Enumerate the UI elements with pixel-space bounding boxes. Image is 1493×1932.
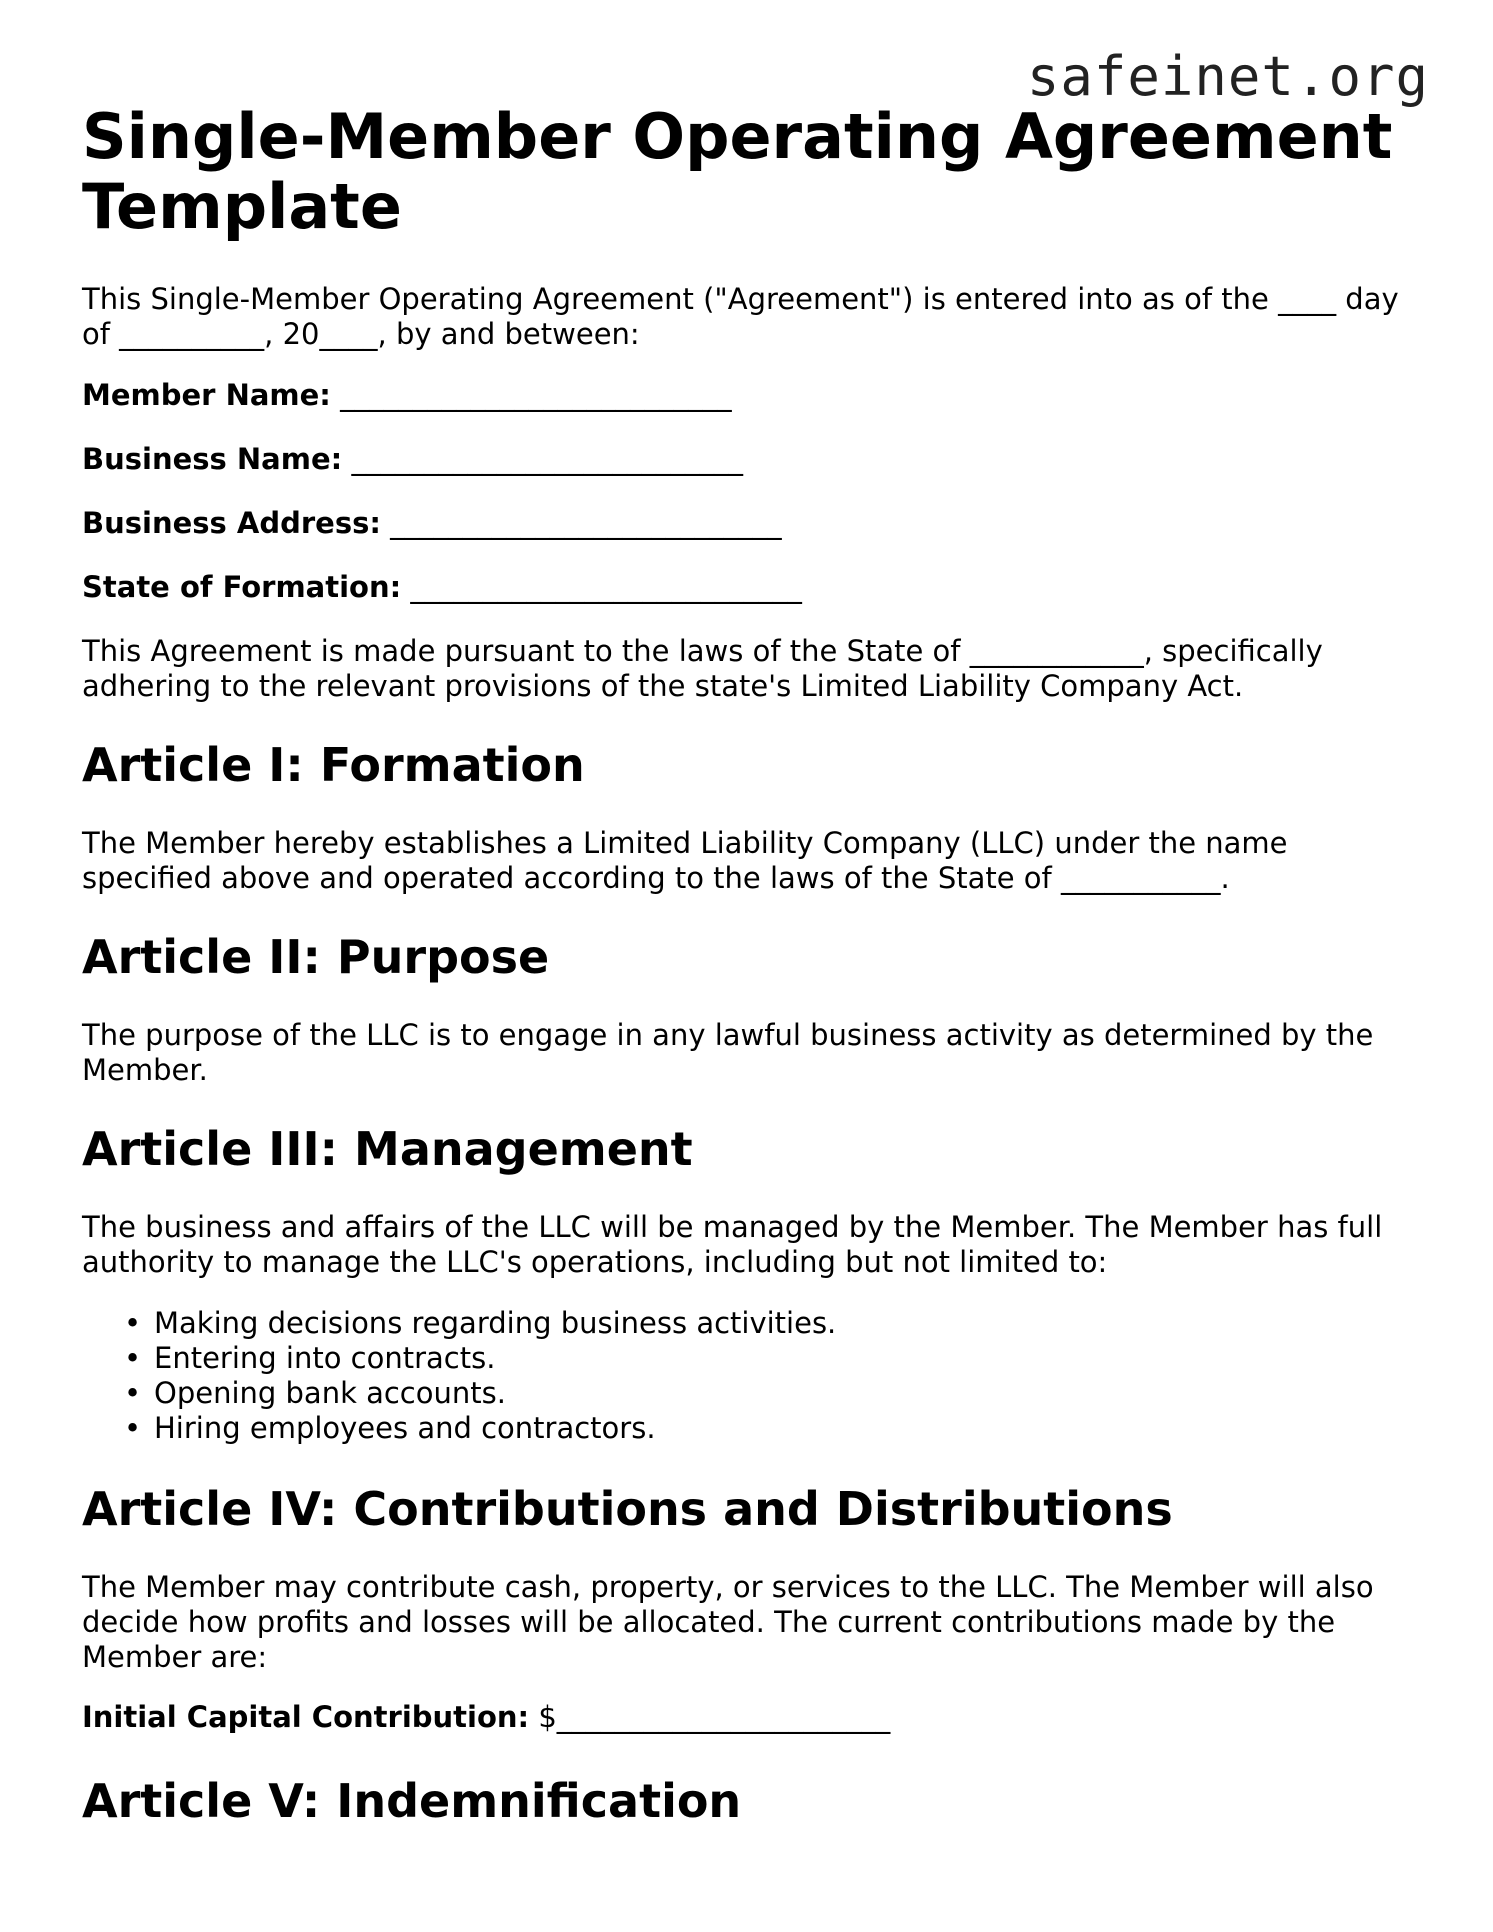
article-5-heading: Article V: Indemnification	[82, 1774, 742, 1828]
article-4-text: The Member may contribute cash, property, or services to the LLC. The Member will also decide how profits and losses will be allocated. The current contributions made by the Member are:	[82, 1570, 1374, 1674]
bullet-icon: •	[124, 1376, 142, 1410]
article-4-heading: Article IV: Contributions and Distributions	[82, 1482, 1173, 1536]
article-2-heading: Article II: Purpose	[82, 930, 550, 984]
management-authority-list	[82, 1306, 836, 1446]
business-name-label: Business Name:	[82, 442, 343, 476]
list-item: • Entering into contracts.	[124, 1341, 496, 1375]
watermark: safeinet.org	[1026, 45, 1429, 108]
article-3-heading: Article III: Management	[82, 1122, 693, 1176]
intro-paragraph: This Single-Member Operating Agreement ("Agreement") is entered into as of the ____ day of __________, 20____, by and between:	[82, 282, 1399, 351]
article-3-text: The business and affairs of the LLC will be managed by the Member. The Member has full authority to manage the LLC's operations, including but not limited to:	[82, 1210, 1383, 1279]
business-name-blank: ___________________________	[351, 442, 743, 476]
member-name-blank: ___________________________	[340, 378, 732, 412]
list-item: • Making decisions regarding business activities.	[124, 1306, 837, 1340]
list-item: • Hiring employees and contractors.	[124, 1411, 656, 1445]
document-title: Single-Member Operating Agreement Template	[82, 100, 1393, 243]
business-address-field	[82, 506, 782, 541]
pursuant-paragraph: This Agreement is made pursuant to the laws of the State of ____________, specifically adhering to the relevant provisions of the state's Limited Liability Company Act.	[82, 634, 1323, 703]
initial-capital-field	[82, 1700, 890, 1735]
member-name-field	[82, 378, 732, 413]
business-address-blank: ___________________________	[390, 506, 782, 540]
article-1-heading: Article I: Formation	[82, 738, 585, 792]
business-name-field	[82, 442, 743, 477]
member-name-label: Member Name:	[82, 378, 331, 412]
state-of-formation-blank: ___________________________	[410, 570, 802, 604]
business-address-label: Business Address:	[82, 506, 381, 540]
initial-capital-blank: $_______________________	[538, 1700, 891, 1734]
state-of-formation-label: State of Formation:	[82, 570, 402, 604]
article-1-text: The Member hereby establishes a Limited Liability Company (LLC) under the name specified above and operated according to the laws of the State of ___________.	[82, 826, 1288, 895]
state-of-formation-field	[82, 570, 802, 605]
list-item: • Opening bank accounts.	[124, 1376, 506, 1410]
bullet-icon: •	[124, 1341, 142, 1375]
bullet-icon: •	[124, 1411, 142, 1445]
bullet-icon: •	[124, 1306, 142, 1340]
article-2-text: The purpose of the LLC is to engage in any lawful business activity as determined by the Member.	[82, 1018, 1374, 1087]
initial-capital-label: Initial Capital Contribution:	[82, 1700, 530, 1734]
